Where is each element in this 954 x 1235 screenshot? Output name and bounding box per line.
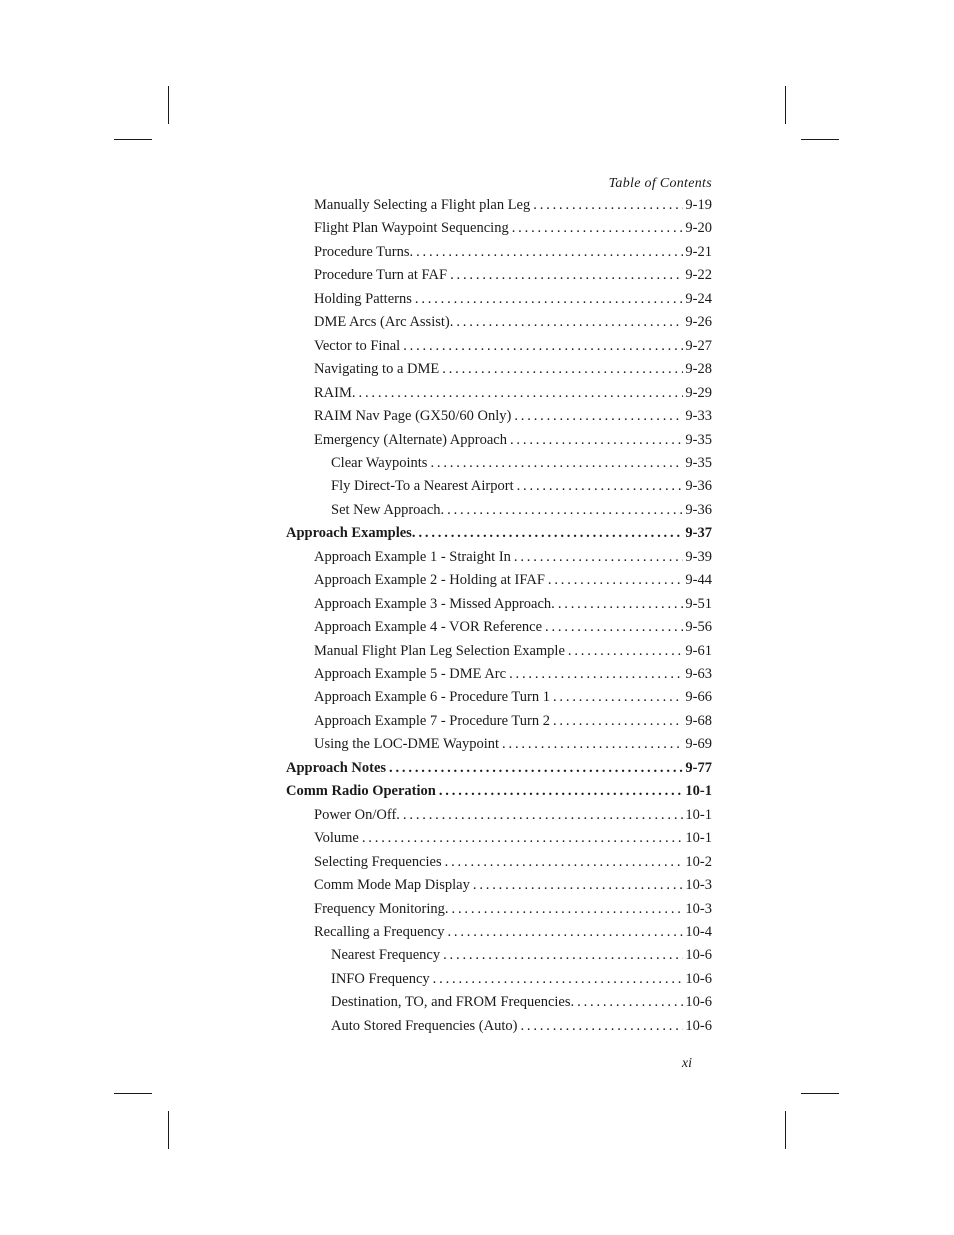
toc-entry[interactable] — [314, 311, 712, 333]
toc-entry-title: Holding Patterns — [314, 290, 412, 307]
toc-entry-title: Vector to Final — [314, 337, 401, 354]
toc-dot-leader — [568, 640, 684, 662]
toc-entry[interactable] — [314, 663, 712, 685]
page-number: xi — [681, 1056, 692, 1071]
toc-entry-page: 9-44 — [685, 572, 712, 589]
toc-dot-leader — [415, 288, 684, 310]
toc-entry-page: 9-33 — [685, 408, 712, 425]
toc-dot-leader — [553, 686, 683, 708]
toc-entry[interactable] — [314, 382, 712, 404]
toc-entry[interactable] — [314, 264, 712, 286]
toc-entry-page: 9-28 — [685, 361, 712, 378]
toc-dot-leader — [473, 874, 684, 896]
toc-dot-leader — [514, 546, 684, 568]
toc-entry[interactable] — [286, 780, 712, 802]
toc-dot-leader — [430, 452, 683, 474]
toc-entry-page: 10-6 — [685, 970, 712, 987]
toc-dot-leader — [389, 757, 683, 779]
toc-entry-page: 9-68 — [685, 712, 712, 729]
toc-entry-title: Navigating to a DME — [314, 361, 440, 378]
toc-entry[interactable] — [314, 405, 712, 427]
toc-entry[interactable] — [314, 616, 712, 638]
toc-entry[interactable] — [314, 241, 712, 263]
toc-entry-title: Using the LOC-DME Waypoint — [314, 736, 500, 753]
toc-entry-page: 9-61 — [685, 642, 712, 659]
toc-entry-page: 9-20 — [685, 220, 712, 237]
toc-entry-title: RAIM Nav Page (GX50/60 Only) — [314, 408, 512, 425]
toc-entry[interactable] — [314, 288, 712, 310]
toc-dot-leader — [520, 1015, 683, 1037]
toc-entry[interactable] — [314, 640, 712, 662]
toc-entry-page: 10-3 — [685, 877, 712, 894]
toc-dot-leader — [447, 499, 683, 521]
toc-entry[interactable] — [314, 827, 712, 849]
toc-entry-page: 10-1 — [685, 783, 712, 800]
toc-entry-page: 10-1 — [685, 830, 712, 847]
toc-entry[interactable] — [314, 686, 712, 708]
toc-dot-leader — [514, 405, 683, 427]
toc-entry-title: Clear Waypoints — [331, 454, 428, 471]
toc-entry[interactable] — [314, 335, 712, 357]
toc-entry-title: Emergency (Alternate) Approach — [314, 431, 507, 448]
toc-dot-leader — [510, 429, 683, 451]
toc-entry-title: Selecting Frequencies — [314, 853, 442, 870]
toc-entry[interactable] — [314, 358, 712, 380]
toc-entry-title: Recalling a Frequency — [314, 923, 445, 940]
toc-entry-page: 10-1 — [685, 806, 712, 823]
toc-dot-leader — [418, 522, 683, 544]
toc-entry-title: Approach Example 2 - Holding at IFAF — [314, 572, 545, 589]
toc-entry-page: 9-21 — [685, 243, 712, 260]
toc-dot-leader — [439, 780, 684, 802]
running-header: Table of Contents — [608, 176, 712, 191]
crop-mark-bottom-right-vertical — [785, 1111, 786, 1149]
crop-mark-top-right-horizontal — [801, 139, 839, 140]
toc-dot-leader — [533, 194, 683, 216]
toc-entry-page: 9-66 — [685, 689, 712, 706]
toc-dot-leader — [517, 475, 684, 497]
toc-entry-title: DME Arcs (Arc Assist). — [314, 314, 454, 331]
toc-entry-title: Procedure Turn at FAF — [314, 267, 448, 284]
crop-mark-bottom-left-horizontal — [114, 1093, 152, 1094]
toc-dot-leader — [442, 358, 683, 380]
toc-dot-leader — [362, 827, 684, 849]
toc-entry-title: Power On/Off. — [314, 806, 400, 823]
toc-entry[interactable] — [314, 569, 712, 591]
toc-entry[interactable] — [286, 522, 712, 544]
toc-entry-page: 9-36 — [685, 501, 712, 518]
toc-entry[interactable] — [314, 217, 712, 239]
toc-entry-title: Approach Example 1 - Straight In — [314, 548, 511, 565]
toc-entry-page: 9-63 — [685, 666, 712, 682]
toc-entry-title: Comm Mode Map Display — [314, 877, 470, 894]
toc-entry[interactable] — [331, 1015, 712, 1037]
toc-dot-leader — [433, 968, 684, 990]
toc-entry-page: 9-24 — [685, 290, 712, 307]
toc-entry[interactable] — [286, 757, 712, 779]
toc-entry[interactable] — [331, 499, 712, 521]
crop-mark-top-left-vertical — [168, 86, 169, 124]
toc-entry[interactable] — [314, 804, 712, 826]
toc-entry-page: 10-4 — [685, 923, 712, 940]
toc-entry[interactable] — [331, 968, 712, 990]
toc-entry[interactable] — [331, 944, 712, 966]
toc-entry-title: Approach Example 6 - Procedure Turn 1 — [314, 689, 550, 706]
toc-entry-page: 9-36 — [685, 478, 712, 495]
toc-entry-page: 9-35 — [685, 431, 712, 448]
toc-entry[interactable] — [314, 593, 712, 615]
crop-mark-bottom-left-vertical — [168, 1111, 169, 1149]
toc-entry-title: Nearest Frequency — [331, 947, 441, 964]
toc-entry-title: Fly Direct-To a Nearest Airport — [331, 478, 514, 495]
toc-entry-title: Manual Flight Plan Leg Selection Example — [314, 642, 565, 659]
toc-dot-leader — [502, 733, 683, 755]
toc-entry-title: Auto Stored Frequencies (Auto) — [331, 1017, 518, 1034]
toc-dot-leader — [548, 569, 684, 591]
toc-entry-page: 9-56 — [685, 619, 712, 636]
crop-mark-top-right-vertical — [785, 86, 786, 124]
toc-entry[interactable] — [314, 429, 712, 451]
toc-dot-leader — [558, 593, 684, 615]
toc-dot-leader — [577, 991, 683, 1013]
toc-entry-page: 10-2 — [685, 853, 712, 870]
toc-entry-title: Comm Radio Operation — [286, 783, 436, 800]
toc-entry-title: Approach Example 4 - VOR Reference — [314, 619, 543, 636]
crop-mark-bottom-right-horizontal — [801, 1093, 839, 1094]
toc-entry-title: Manually Selecting a Flight plan Leg — [314, 197, 531, 213]
toc-dot-leader — [509, 663, 683, 685]
toc-entry-title: RAIM. — [314, 384, 356, 401]
toc-entry-title: Procedure Turns. — [314, 243, 414, 260]
toc-entry-title: Flight Plan Waypoint Sequencing — [314, 220, 509, 237]
toc-entry[interactable] — [314, 898, 712, 920]
toc-entry-page: 9-26 — [685, 314, 712, 331]
toc-entry-title: Frequency Monitoring. — [314, 900, 449, 917]
toc-dot-leader — [450, 264, 683, 286]
toc-entry-page: 10-6 — [685, 1017, 712, 1034]
toc-entry-title: Approach Notes — [286, 759, 387, 776]
toc-dot-leader — [553, 710, 683, 732]
toc-entry-page: 9-27 — [685, 337, 712, 354]
toc-entry-page: 9-19 — [685, 197, 712, 213]
toc-entry[interactable] — [314, 733, 712, 755]
toc-dot-leader — [512, 217, 684, 239]
toc-dot-leader — [452, 898, 684, 920]
toc-entry-title: Set New Approach. — [331, 501, 445, 518]
toc-entry[interactable] — [314, 194, 712, 216]
toc-dot-leader — [447, 921, 683, 943]
toc-dot-leader — [445, 851, 684, 873]
toc-entry[interactable] — [314, 921, 712, 943]
toc-dot-leader — [403, 335, 683, 357]
crop-mark-top-left-horizontal — [114, 139, 152, 140]
toc-entry-title: Volume — [314, 830, 359, 847]
toc-dot-leader — [456, 311, 683, 333]
toc-dot-leader — [416, 241, 683, 263]
toc-entry-title: INFO Frequency — [331, 970, 430, 987]
toc-entry-page: 9-51 — [685, 595, 712, 612]
toc-entry[interactable] — [331, 452, 712, 474]
toc-entry-title: Approach Example 7 - Procedure Turn 2 — [314, 712, 550, 729]
toc-entry[interactable] — [314, 874, 712, 896]
toc-entry-page: 10-6 — [685, 947, 712, 964]
toc-entry-page: 10-6 — [685, 994, 712, 1011]
toc-dot-leader — [443, 944, 683, 966]
toc-entry[interactable] — [314, 710, 712, 732]
toc-entry-title: Approach Examples. — [286, 525, 416, 542]
toc-entry-page: 9-39 — [685, 548, 712, 565]
toc-dot-leader — [545, 616, 683, 638]
toc-entry[interactable] — [314, 546, 712, 568]
toc-entry[interactable] — [331, 475, 712, 497]
toc-entry-page: 9-35 — [685, 454, 712, 471]
toc-entry[interactable] — [314, 851, 712, 873]
toc-dot-leader — [403, 804, 683, 826]
toc-entry-title: Destination, TO, and FROM Frequencies. — [331, 994, 575, 1011]
toc-entry-page: 9-37 — [685, 525, 712, 542]
toc-entry-page: 9-22 — [685, 267, 712, 284]
toc-dot-leader — [359, 382, 684, 404]
toc-entry-page: 9-77 — [685, 759, 712, 776]
toc-entry-title: Approach Example 5 - DME Arc — [314, 666, 507, 682]
toc-entry-title: Approach Example 3 - Missed Approach. — [314, 595, 555, 612]
toc-entry-page: 10-3 — [685, 900, 712, 917]
toc-entry[interactable] — [331, 991, 712, 1013]
toc-entry-page: 9-69 — [685, 736, 712, 753]
toc-entry-page: 9-29 — [685, 384, 712, 401]
